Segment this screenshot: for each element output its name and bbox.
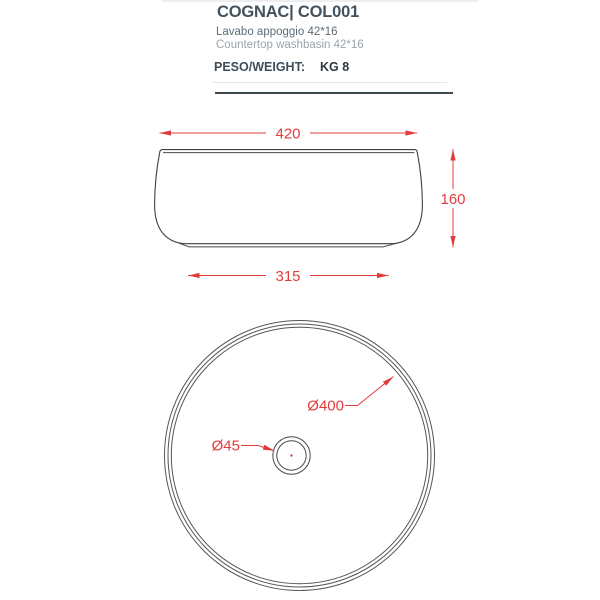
drain-center-mark: [290, 454, 292, 456]
dimension-top-width: [160, 126, 418, 143]
dimension-base-width: [188, 268, 389, 285]
basin-inner-ring: [171, 327, 427, 583]
top-view: [165, 321, 435, 591]
dim-420-value: 420: [275, 125, 301, 143]
basin-outer-circle: [165, 321, 435, 591]
side-view: [155, 126, 466, 286]
callout-45-value: Ø45: [211, 437, 240, 455]
dim-160-value: 160: [440, 191, 466, 208]
weight-value: KG 8: [319, 60, 350, 74]
basin-profile-outline: [155, 150, 423, 244]
product-subtitle-english: Countertop washbasin 42*16: [216, 38, 364, 51]
callout-400-value: Ø400: [307, 397, 344, 415]
callout-drain-diameter: [212, 438, 275, 455]
product-title: COGNAC| COL001: [217, 3, 360, 21]
product-subtitle-italian: Lavabo appoggio 42*16: [216, 26, 338, 38]
callout-outer-diameter: [307, 377, 393, 415]
dim-315-value: 315: [275, 268, 301, 285]
weight-label: PESO/WEIGHT:: [214, 60, 305, 74]
dimension-height: [440, 149, 465, 248]
basin-middle-ring: [168, 324, 431, 587]
callout-45-leader: [241, 446, 275, 451]
callout-400-leader: [345, 377, 394, 406]
